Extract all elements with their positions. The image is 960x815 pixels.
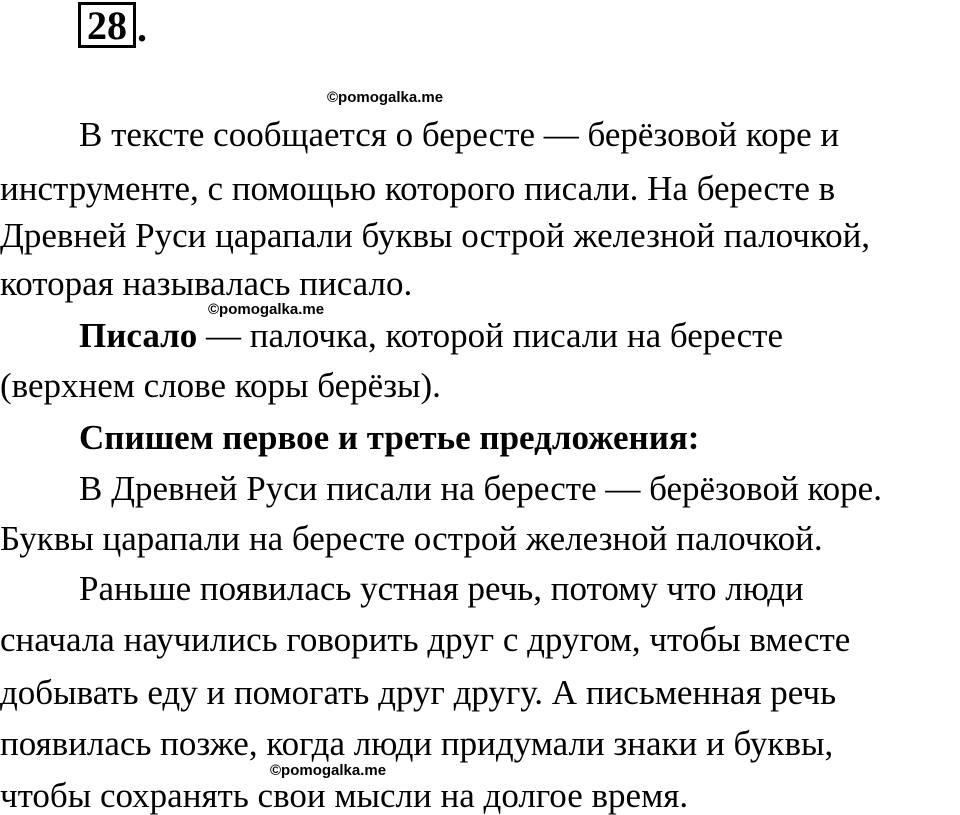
paragraph-line: инструменте, с помощью которого писали. На бересте в [0,169,836,208]
definition-line [79,318,783,354]
paragraph-line: добывать еду и помогать друг другу. А письменная речь [0,673,837,712]
watermark: ©pomogalka.me [327,89,444,106]
definition-term: Писало [79,316,198,355]
paragraph-line: В Древней Руси писали на бересте — берёзовой коре. [79,469,882,508]
paragraph-line: появилась позже, когда люди придумали знаки и буквы, [0,724,834,763]
watermark: ©pomogalka.me [270,762,387,779]
task-number-dot: . [137,5,147,50]
watermark: ©pomogalka.me [208,301,325,318]
paragraph-line: Древней Руси царапали буквы острой железной палочкой, [0,216,871,255]
task-number [78,2,147,48]
paragraph-line: чтобы сохранять свои мысли на долгое время. [0,776,689,815]
paragraph-line: сначала научились говорить друг с другом, чтобы вместе [0,620,851,659]
paragraph-line: В тексте сообщается о бересте — берёзовой коре и [79,115,840,154]
paragraph-line: Раньше появилась устная речь, потому что люди [79,569,804,608]
task-number-box: 28 [78,2,136,48]
paragraph-line: которая называлась писало. [0,264,413,303]
section-heading: Спишем первое и третье предложения: [79,418,700,457]
paragraph-line: (верхнем слове коры берёзы). [0,366,441,405]
paragraph-line: Буквы царапали на бересте острой железной палочкой. [0,519,823,558]
definition-text: — палочка, которой писали на бересте [197,316,783,355]
